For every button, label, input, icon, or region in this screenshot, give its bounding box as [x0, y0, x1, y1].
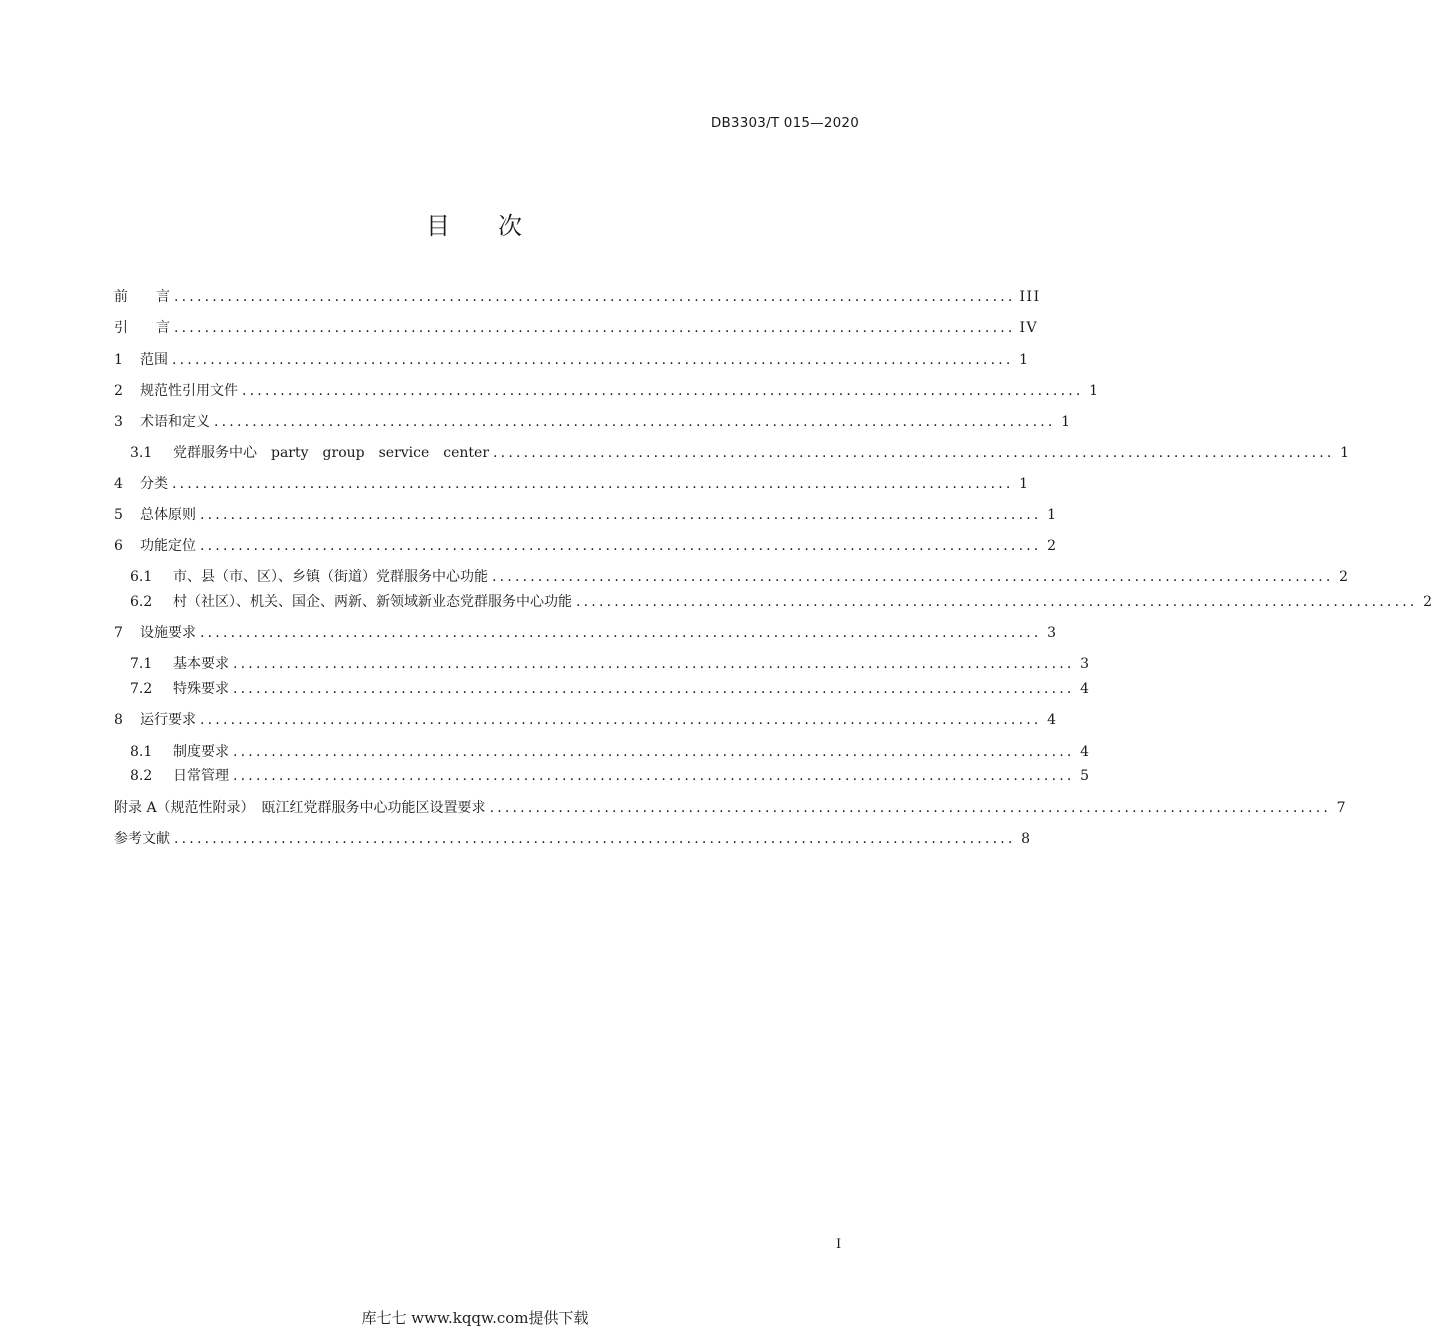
toc-entry-page: 2 — [1339, 569, 1350, 585]
toc-entry-references[interactable] — [114, 828, 1032, 850]
toc-leader-dots: .............................................................................................................. — [174, 289, 1016, 305]
toc-leader-dots: .............................................................................................................. — [233, 768, 1075, 784]
toc-entry-number: 1 — [114, 352, 123, 368]
toc-leader-dots: .............................................................................................................. — [200, 625, 1042, 641]
toc-leader-dots: .............................................................................................................. — [200, 712, 1042, 728]
toc-title — [0, 206, 950, 241]
toc-entry-foreword[interactable] — [114, 286, 1041, 308]
toc-entry-number: 6 — [114, 538, 123, 554]
toc-entry-8-2[interactable] — [130, 765, 1091, 787]
toc-entry-2[interactable] — [114, 380, 1100, 402]
toc-leader-dots: .............................................................................................................. — [200, 538, 1042, 554]
toc-entry-label: 村（社区）、机关、国企、两新、新领域新业态党群服务中心功能 — [173, 594, 572, 610]
toc-entry-number: 3.1 — [130, 445, 153, 461]
toc-entry-8-1[interactable] — [130, 741, 1091, 763]
toc-entry-page: 4 — [1080, 681, 1091, 697]
toc-entry-label: 特殊要求 — [173, 681, 229, 697]
toc-entry-3-1[interactable] — [130, 442, 1351, 464]
toc-entry-label: 总体原则 — [140, 507, 196, 523]
toc-leader-dots: .............................................................................................................. — [233, 681, 1075, 697]
toc-entry-page: 4 — [1080, 744, 1091, 760]
toc-entry-introduction[interactable] — [114, 317, 1039, 339]
toc-entry-number: 8 — [114, 712, 123, 728]
toc-entry-number: 8.1 — [130, 744, 153, 760]
toc-entry-page: 5 — [1080, 768, 1091, 784]
toc-leader-dots: .............................................................................................................. — [172, 476, 1014, 492]
toc-entry-label: 范围 — [140, 352, 168, 368]
toc-entry-number: 5 — [114, 507, 123, 523]
toc-entry-page: 7 — [1336, 800, 1348, 816]
toc-leader-dots: .............................................................................................................. — [576, 594, 1418, 610]
toc-entry-label: 附录 A（规范性附录） 瓯江红党群服务中心功能区设置要求 — [114, 800, 486, 816]
toc-entry-4[interactable] — [114, 473, 1030, 495]
toc-entry-number: 7.2 — [130, 681, 153, 697]
toc-entry-3[interactable] — [114, 411, 1072, 433]
toc-entry-page: 4 — [1047, 712, 1058, 728]
toc-entry-label: 制度要求 — [173, 744, 229, 760]
toc-entry-page: 1 — [1019, 476, 1030, 492]
toc-entry-page: IV — [1019, 320, 1039, 336]
toc-entry-6-2[interactable] — [130, 591, 1434, 613]
toc-leader-dots: .............................................................................................................. — [200, 507, 1042, 523]
toc-entry-page: 1 — [1047, 507, 1058, 523]
toc-entry-number: 7 — [114, 625, 123, 641]
toc-entry-appendix-a[interactable] — [114, 797, 1348, 819]
toc-entry-6-1[interactable] — [130, 566, 1350, 588]
toc-entry-number: 6.2 — [130, 594, 153, 610]
toc-entry-label: 功能定位 — [140, 538, 196, 554]
standard-code: DB3303/T 015—2020 — [710, 115, 859, 131]
toc-entry-number: 4 — [114, 476, 123, 492]
toc-entry-page: 1 — [1019, 352, 1030, 368]
toc-entry-8[interactable] — [114, 709, 1058, 731]
toc-entry-page: 2 — [1423, 594, 1434, 610]
toc-entry-5[interactable] — [114, 504, 1058, 526]
toc-entry-label: 术语和定义 — [140, 414, 210, 430]
toc-entry-page: 8 — [1021, 831, 1032, 847]
toc-entry-page: 3 — [1047, 625, 1058, 641]
toc-entry-label: 日常管理 — [173, 768, 229, 784]
toc-title-char-2: 次 — [498, 212, 524, 240]
toc-leader-dots: .............................................................................................................. — [242, 383, 1084, 399]
toc-entry-1[interactable] — [114, 349, 1030, 371]
toc-entry-page: III — [1019, 289, 1041, 305]
toc-entry-6[interactable] — [114, 535, 1058, 557]
toc-entry-label: 前 言 — [114, 289, 170, 305]
toc-entry-number: 8.2 — [130, 768, 153, 784]
toc-entry-label: 分类 — [140, 476, 168, 492]
toc-entry-number: 2 — [114, 383, 123, 399]
toc-leader-dots: .............................................................................................................. — [172, 352, 1014, 368]
toc-leader-dots: .............................................................................................................. — [233, 744, 1075, 760]
toc-entry-page: 1 — [1061, 414, 1072, 430]
toc-leader-dots: .............................................................................................................. — [174, 831, 1016, 847]
toc-entry-page: 1 — [1340, 445, 1351, 461]
toc-entry-label: 设施要求 — [140, 625, 196, 641]
toc-leader-dots: .............................................................................................................. — [492, 569, 1334, 585]
toc-entry-label: 引 言 — [114, 320, 170, 336]
toc-entry-page: 1 — [1089, 383, 1100, 399]
toc-entry-page: 3 — [1080, 656, 1091, 672]
toc-entry-label: 市、县（市、区）、乡镇（街道）党群服务中心功能 — [173, 569, 488, 585]
toc-entry-number: 6.1 — [130, 569, 153, 585]
toc-entry-7[interactable] — [114, 622, 1058, 644]
toc-leader-dots: .............................................................................................................. — [233, 656, 1075, 672]
toc-entry-label: 基本要求 — [173, 656, 229, 672]
toc-entry-label: 运行要求 — [140, 712, 196, 728]
toc-leader-dots: .............................................................................................................. — [489, 800, 1332, 816]
page-number: I — [836, 1237, 842, 1252]
toc-entry-7-1[interactable] — [130, 653, 1091, 675]
toc-leader-dots: .............................................................................................................. — [174, 320, 1016, 336]
toc-leader-dots: .............................................................................................................. — [214, 414, 1056, 430]
toc-leader-dots: .............................................................................................................. — [493, 445, 1335, 461]
toc-title-char-1: 目 — [426, 212, 452, 240]
toc-entry-label: 参考文献 — [114, 831, 170, 847]
toc-entry-number: 7.1 — [130, 656, 153, 672]
toc-entry-label: 规范性引用文件 — [140, 383, 238, 399]
toc-entry-page: 2 — [1047, 538, 1058, 554]
download-watermark: 库七七 www.kqqw.com提供下载 — [361, 1309, 589, 1327]
toc-entry-label: 党群服务中心 party group service center — [173, 445, 490, 461]
toc-entry-7-2[interactable] — [130, 678, 1091, 700]
toc-entry-number: 3 — [114, 414, 123, 430]
